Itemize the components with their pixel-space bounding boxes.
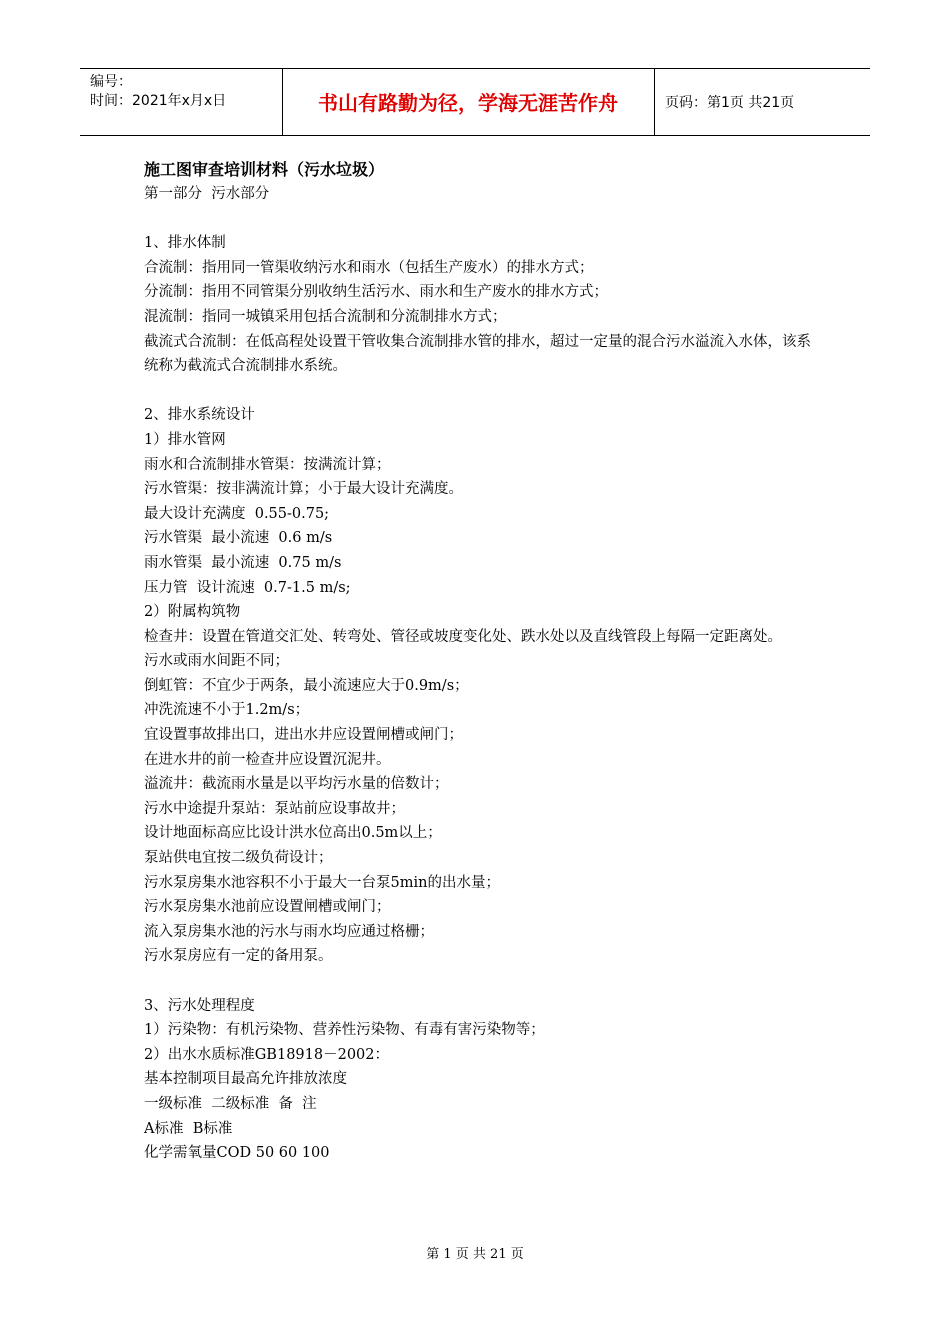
paragraph-line: 污水管渠：按非满流计算；小于最大设计充满度。 xyxy=(144,481,463,498)
paragraph-line: 冲洗流速不小于1.2m/s； xyxy=(144,702,310,719)
section-heading: 1、排水体制 xyxy=(144,235,226,252)
paragraph-line: 在进水井的前一检查井应设置沉泥井。 xyxy=(144,751,391,768)
header-page-info: 页码：第1页 共21页 xyxy=(665,95,795,111)
paragraph-line: 雨水管渠 最小流速 0.75 m/s xyxy=(144,554,342,571)
paragraph-line: 倒虹管：不宜少于两条，最小流速应大于0.9m/s； xyxy=(144,677,469,694)
document-title: 施工图审查培训材料（污水垃圾） xyxy=(144,160,385,179)
paragraph-line: 混流制：指同一城镇采用包括合流制和分流制排水方式； xyxy=(144,308,507,325)
paragraph-line: 一级标准 二级标准 备 注 xyxy=(144,1095,317,1112)
paragraph-line: 1）污染物：有机污染物、营养性污染物、有毒有害污染物等； xyxy=(144,1022,545,1039)
header-motto: 书山有路勤为径，学海无涯苦作舟 xyxy=(318,91,618,115)
document-body xyxy=(144,158,816,1166)
paragraph-line: 污水管渠 最小流速 0.6 m/s xyxy=(144,530,333,547)
spacer xyxy=(144,969,816,994)
paragraph-line: 最大设计充满度 0.55-0.75; xyxy=(144,505,330,522)
paragraph-line: 宜设置事故排出口，进出水井应设置闸槽或闸门； xyxy=(144,727,463,744)
paragraph-line: 压力管 设计流速 0.7-1.5 m/s; xyxy=(144,579,351,596)
header-divider-right xyxy=(654,69,655,136)
section-heading: 2、排水系统设计 xyxy=(144,407,255,424)
paragraph-line: 设计地面标高应比设计洪水位高出0.5m以上； xyxy=(144,825,442,842)
paragraph-line: 泵站供电宜按二级负荷设计； xyxy=(144,850,333,867)
paragraph-line: 流入泵房集水池的污水与雨水均应通过格栅； xyxy=(144,923,434,940)
spacer xyxy=(144,379,816,404)
paragraph-line: 污水泵房应有一定的备用泵。 xyxy=(144,948,333,965)
paragraph-line: 污水泵房集水池前应设置闸槽或闸门； xyxy=(144,899,391,916)
paragraph-line: A标准 B标准 xyxy=(144,1120,233,1137)
paragraph-line: 合流制：指用同一管渠收纳污水和雨水（包括生产废水）的排水方式； xyxy=(144,259,594,276)
paragraph-line: 污水中途提升泵站：泵站前应设事故井； xyxy=(144,800,405,817)
paragraph-line: 化学需氧量COD 50 60 100 xyxy=(144,1145,330,1162)
paragraph-line: 检查井：设置在管道交汇处、转弯处、管径或坡度变化处、跌水处以及直线管段上每隔一定距离处。 xyxy=(144,628,782,645)
document-header xyxy=(80,68,870,136)
paragraph-line: 基本控制项目最高允许排放浓度 xyxy=(144,1071,347,1088)
section-heading: 3、污水处理程度 xyxy=(144,997,255,1014)
paragraph-line: 分流制：指用不同管渠分别收纳生活污水、雨水和生产废水的排水方式； xyxy=(144,284,608,301)
part-heading: 第一部分 污水部分 xyxy=(144,186,270,202)
document-date: 时间：2021年x月x日 xyxy=(90,93,227,109)
paragraph-line: 污水或雨水间距不同； xyxy=(144,653,289,670)
paragraph-line: 1）排水管网 xyxy=(144,431,226,448)
paragraph-line: 雨水和合流制排水管渠：按满流计算； xyxy=(144,456,391,473)
document-number-label: 编号： xyxy=(90,74,132,90)
paragraph-line: 截流式合流制：在低高程处设置干管收集合流制排水管的排水，超过一定量的混合污水溢流入水体，该系统称为截流式合流制排水系统。 xyxy=(144,333,811,375)
paragraph-line: 2）附属构筑物 xyxy=(144,604,241,621)
paragraph-line: 溢流井：截流雨水量是以平均污水量的倍数计； xyxy=(144,776,449,793)
header-meta xyxy=(90,73,226,111)
spacer xyxy=(144,207,816,232)
paragraph-line: 2）出水水质标准GB18918－2002： xyxy=(144,1046,389,1063)
paragraph-line: 污水泵房集水池容积不小于最大一台泵5min的出水量； xyxy=(144,874,500,891)
page-footer: 第 1 页 共 21 页 xyxy=(426,1247,524,1262)
